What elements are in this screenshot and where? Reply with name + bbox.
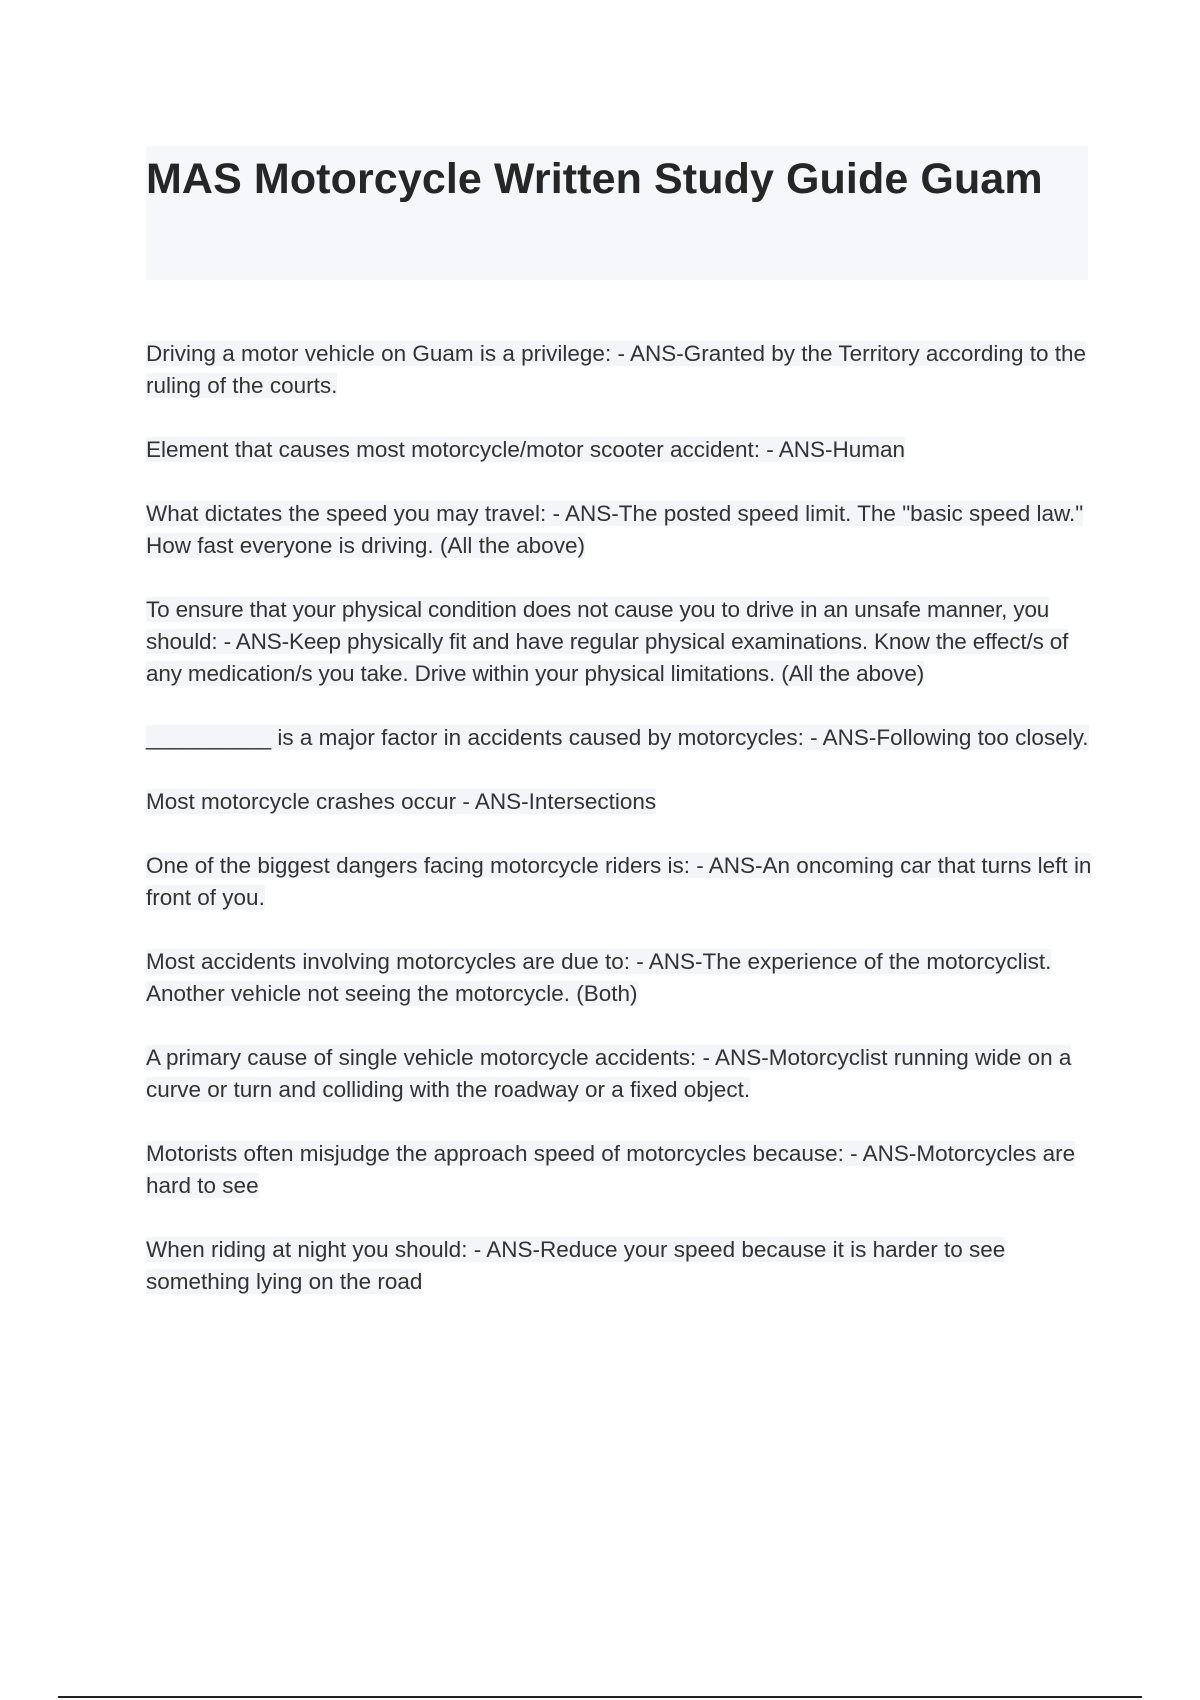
qa-item-6: [146, 786, 1096, 818]
qa-item-4: [146, 594, 1096, 690]
qa-item-text: A primary cause of single vehicle motorcycle accidents: - ANS-Motorcyclist running wide on a curve or turn and colliding with the roadway or a fixed object.: [146, 1045, 1072, 1102]
qa-item-text: To ensure that your physical condition does not cause you to drive in an unsafe manner, you should: - ANS-Keep physically fit and have regular physical examinations. Know the effect/s of any medication/s you take. Drive within your physical limitations. (All the above): [146, 597, 1069, 686]
qa-item-1: [146, 338, 1096, 402]
qa-item-text: One of the biggest dangers facing motorcycle riders is: - ANS-An oncoming car that turns left in front of you.: [146, 853, 1092, 910]
qa-item-7: [146, 850, 1096, 914]
qa-item-text: What dictates the speed you may travel: - ANS-The posted speed limit. The "basic speed law." How fast everyone is driving. (All the above): [146, 501, 1084, 558]
qa-item-9: [146, 1042, 1096, 1106]
qa-item-text: When riding at night you should: - ANS-Reduce your speed because it is harder to see something lying on the road: [146, 1237, 1006, 1294]
qa-item-text: Most motorcycle crashes occur - ANS-Intersections: [146, 789, 657, 814]
qa-item-3: [146, 498, 1096, 562]
qa-item-8: [146, 946, 1096, 1010]
qa-item-2: [146, 434, 1096, 466]
page-bottom-divider: [58, 1696, 1142, 1698]
document-title: MAS Motorcycle Written Study Guide Guam: [146, 155, 1043, 203]
qa-item-5: [146, 722, 1096, 754]
qa-item-text: Motorists often misjudge the approach speed of motorcycles because: - ANS-Motorcycles are hard to see: [146, 1141, 1076, 1198]
title-block: [146, 146, 1088, 280]
qa-list: [146, 338, 1096, 1330]
qa-item-10: [146, 1138, 1096, 1202]
qa-item-text: Element that causes most motorcycle/motor scooter accident: - ANS-Human: [146, 437, 906, 462]
qa-item-text: __________ is a major factor in accidents caused by motorcycles: - ANS-Following too closely.: [146, 725, 1089, 750]
qa-item-text: Driving a motor vehicle on Guam is a privilege: - ANS-Granted by the Territory according to the ruling of the courts.: [146, 341, 1087, 398]
qa-item-11: [146, 1234, 1096, 1298]
qa-item-text: Most accidents involving motorcycles are due to: - ANS-The experience of the motorcyclist. Another vehicle not seeing the motorcycle. (Both): [146, 949, 1052, 1006]
